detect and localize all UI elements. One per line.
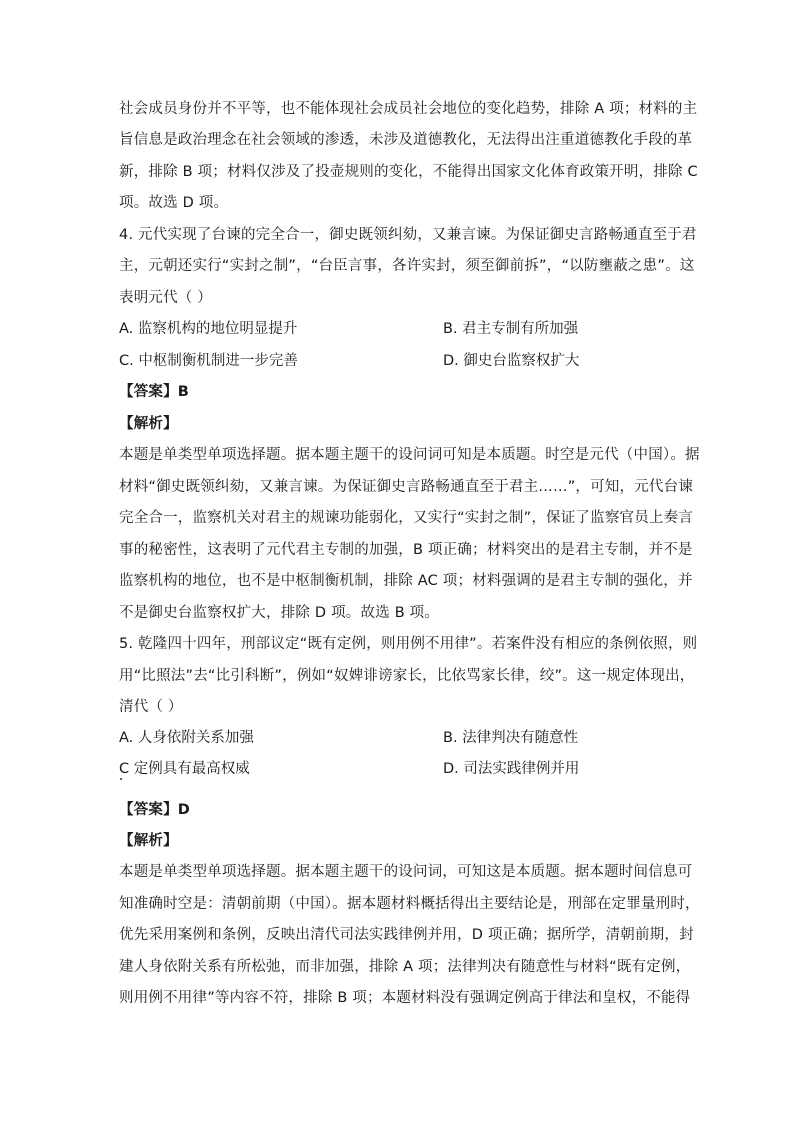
q4-option-d: D. 御史台监察权扩大 (443, 353, 580, 369)
q4-analysis-line: 完全合一，监察机关对君主的规谏功能弱化，又实行“实封之制”，保证了监察官员上奏言 (119, 510, 694, 526)
q4-stem-line: 4. 元代实现了台谏的完全合一，御史既领纠劾，又兼言谏。为保证御史言路畅通直至于君 (119, 227, 697, 243)
q4-analysis-label: 【解析】 (119, 416, 178, 432)
q4-option-b: B. 君主专制有所加强 (443, 321, 579, 337)
q4-analysis-line: 事的秘密性，这表明了元代君主专制的加强，B 项正确；材料突出的是君主专制，并不是 (119, 542, 693, 558)
q4-stem-line: 表明元代（ ） (119, 290, 213, 306)
q4-answer: 【答案】B (119, 384, 190, 400)
q5-answer: 【答案】D (119, 802, 191, 818)
q4-option-a: A. 监察机构的地位明显提升 (119, 321, 298, 337)
q5-option-a: A. 人身依附关系加强 (119, 730, 254, 746)
q5-stem-line: 5. 乾隆四十四年，刑部议定“既有定例，则用例不用律”。若案件没有相应的条例依照，则 (119, 636, 698, 652)
q5-stem-line: 清代（ ） (119, 699, 183, 715)
stray-dot (120, 778, 122, 780)
q5-stem-line: 用“比照法”去“比引科断”，例如“奴婢诽谤家长，比依骂家长律，绞”。这一规定体现出， (119, 668, 695, 684)
q5-analysis-line: 建人身依附关系有所松弛，而非加强，排除 A 项；法律判决有随意性与材料“既有定例， (119, 959, 691, 975)
q4-analysis-line: 不是御史台监察权扩大，排除 D 项。故选 B 项。 (119, 605, 440, 621)
q4-stem-line: 主，元朝还实行“实封之制”，“台臣言事，各许实封，须至御前拆”，“以防壅蔽之患”。这 (119, 258, 695, 274)
q5-option-d: D. 司法实践律例并用 (443, 761, 580, 777)
q5-analysis-line: 则用例不用律”等内容不符，排除 B 项；本题材料没有强调定例高于律法和皇权，不能得 (119, 990, 691, 1006)
q4-analysis-line: 材料“御史既领纠劾，又兼言谏。为保证御史言路畅通直至于君主……”，可知，元代台谏 (119, 479, 694, 495)
intro-line: 旨信息是政治理念在社会领域的渗透，未涉及道德教化，无法得出注重道德教化手段的革 (119, 132, 693, 148)
q5-analysis-line: 优先采用案例和条例，反映出清代司法实践律例并用，D 项正确；据所学，清朝前期，封 (119, 927, 694, 943)
q4-analysis-line: 本题是单类型单项选择题。据本题主题干的设问词可知是本质题。时空是元代（中国）。据 (119, 447, 700, 463)
q5-analysis-line: 知准确时空是：清朝前期（中国）。据本题材料概括得出主要结论是，刑部在定罪量刑时， (119, 896, 700, 912)
q5-option-b: B. 法律判决有随意性 (443, 730, 579, 746)
q5-option-c: C 定例具有最高权威 (119, 761, 250, 777)
q5-analysis-label: 【解析】 (119, 833, 178, 849)
q4-analysis-line: 监察机构的地位，也不是中枢制衡机制，排除 AC 项；材料强调的是君主专制的强化，并 (119, 573, 693, 589)
intro-line: 项。故选 D 项。 (119, 195, 229, 211)
intro-line: 社会成员身份并不平等，也不能体现社会成员社会地位的变化趋势，排除 A 项；材料的主 (119, 101, 698, 117)
q5-analysis-line: 本题是单类型单项选择题。据本题主题干的设问词，可知这是本质题。据本题时间信息可 (119, 864, 693, 880)
q4-option-c: C. 中枢制衡机制进一步完善 (119, 353, 298, 369)
intro-line: 新，排除 B 项；材料仅涉及了投壶规则的变化，不能得出国家文化体育政策开明，排除 C (119, 164, 698, 180)
